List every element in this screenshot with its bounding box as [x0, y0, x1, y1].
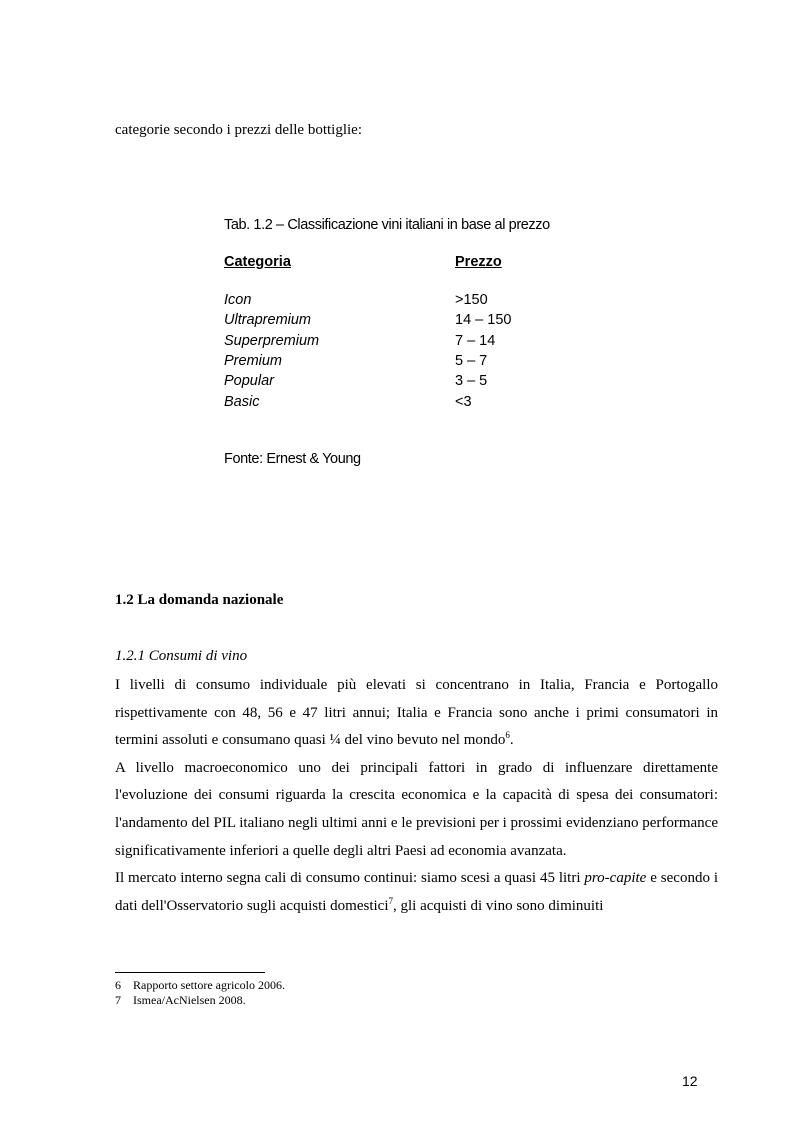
table-caption: Tab. 1.2 – Classificazione vini italiani in base al prezzo: [224, 217, 550, 233]
emphasis: pro-capite: [584, 870, 647, 887]
table-header-category: Categoria: [224, 254, 291, 270]
footnote-divider: [115, 972, 265, 973]
body-text: [115, 672, 718, 920]
table-cell-price: 14 – 150: [455, 312, 512, 328]
table-cell-price: >150: [455, 292, 488, 308]
footnote-text: Ismea/AcNielsen 2008.: [133, 993, 246, 1007]
footnote-number: 7: [115, 993, 121, 1007]
paragraph: [115, 672, 718, 755]
paragraph: [115, 865, 718, 920]
table-cell-price: <3: [455, 394, 472, 410]
table-cell-category: Superpremium: [224, 333, 320, 349]
paragraph-text: e secondo i dati dell'Osservatorio sugli acquisti domestici: [115, 870, 719, 914]
intro-line: categorie secondo i prezzi delle bottiglie:: [115, 122, 362, 138]
table-cell-category: Icon: [224, 292, 252, 308]
paragraph-text: Il mercato interno segna cali di consumo continui: siamo scesi a quasi 45 litri: [115, 870, 585, 887]
footnote: [115, 993, 285, 1008]
table-cell-price: 5 – 7: [455, 353, 488, 369]
section-title: 1.2 La domanda nazionale: [115, 592, 284, 608]
subsection-title: 1.2.1 Consumi di vino: [115, 648, 248, 664]
footnote-ref[interactable]: 7: [388, 895, 393, 906]
footnote-ref[interactable]: 6: [505, 730, 510, 741]
table-cell-category: Popular: [224, 373, 274, 389]
paragraph-text: I livelli di consumo individuale più elevati si concentrano in Italia, Francia e Portogallo rispettivamente con 48, 56 e 47 litri annui; Italia e Francia sono anche i primi consumatori in termini assoluti e consumano quasi ¼ del vino bevuto nel mondo: [115, 677, 718, 749]
table-cell-price: 3 – 5: [455, 373, 488, 389]
footnote-text: Rapporto settore agricolo 2006.: [133, 978, 285, 992]
footnotes: [115, 978, 285, 1008]
table-source: Fonte: Ernest & Young: [224, 451, 361, 467]
table-cell-category: Basic: [224, 394, 260, 410]
footnote-number: 6: [115, 978, 121, 992]
price-classification-table: [224, 217, 624, 467]
table-cell-category: Ultrapremium: [224, 312, 312, 328]
paragraph-text: , gli acquisti di vino sono diminuiti: [393, 897, 604, 914]
table-cell-category: Premium: [224, 353, 283, 369]
table-header-price: Prezzo: [455, 254, 502, 270]
paragraph-text: .: [509, 732, 514, 749]
page-number: 12: [682, 1073, 698, 1089]
paragraph: A livello macroeconomico uno dei principali fattori in grado di influenzare direttamente l'evoluzione dei consumi riguarda la crescita economica e la capacità di spesa dei consumatori: l'andamento del PIL italiano negli ultimi anni e le previsioni per i prossimi evidenziano performance significativamente inferiori a quelle degli altri Paesi ad economia avanzata.: [115, 759, 718, 859]
table-cell-price: 7 – 14: [455, 333, 496, 349]
footnote: [115, 978, 285, 993]
